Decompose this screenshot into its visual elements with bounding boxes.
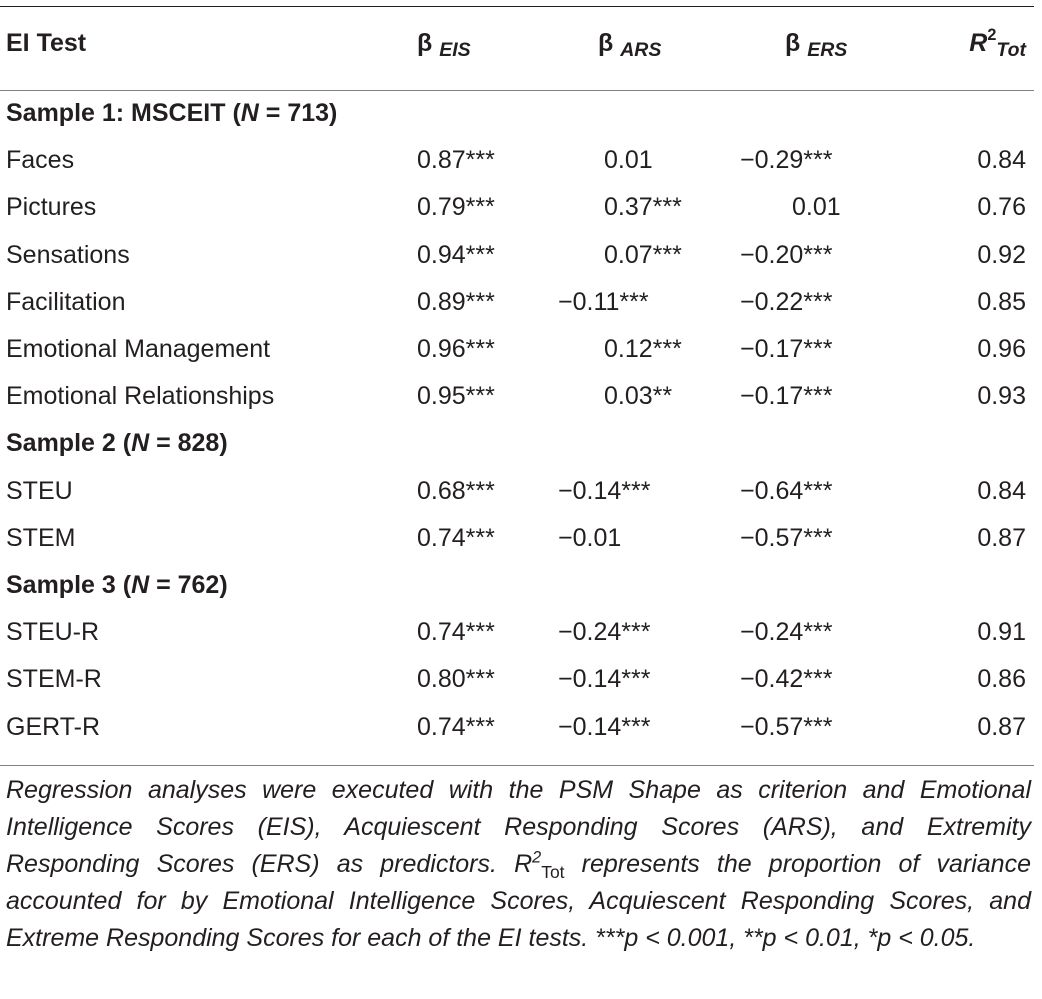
cell-beta-ers: −0.64***	[740, 476, 833, 505]
cell-r2-tot: 0.84	[977, 146, 1026, 175]
cell-beta-ers: −0.20***	[740, 240, 833, 269]
cell-beta-eis: 0.68***	[417, 476, 495, 505]
table-row	[0, 326, 1034, 373]
cell-r2-tot: 0.76	[977, 193, 1026, 222]
table-row	[0, 373, 1034, 420]
cell-beta-ers: −0.42***	[740, 665, 833, 694]
beta-symbol: β	[598, 29, 614, 57]
header-ei-test: EI Test	[6, 29, 87, 57]
cell-r2-tot: 0.92	[977, 240, 1026, 269]
cell-r2-tot: 0.96	[977, 335, 1026, 363]
r2-superscript: 2	[987, 26, 997, 44]
cell-ei-test: Emotional Management	[6, 335, 271, 363]
table-row	[0, 232, 1034, 279]
cell-r2-tot: 0.93	[977, 382, 1026, 411]
table-row	[0, 279, 1034, 326]
section-title-suffix: = 713)	[258, 99, 338, 127]
cell-ei-test: GERT-R	[6, 712, 100, 741]
section-title-prefix: Sample 3 (	[6, 571, 132, 599]
cell-beta-ars: 0.01	[604, 146, 653, 175]
beta-symbol: β	[417, 29, 433, 57]
cell-beta-ars: −0.24***	[558, 618, 651, 647]
table-row	[0, 704, 1034, 751]
section-title	[6, 90, 337, 137]
header-r2-tot	[969, 8, 1026, 81]
cell-beta-ars: −0.01	[558, 523, 622, 552]
cell-beta-eis: 0.87***	[417, 146, 495, 175]
cell-beta-ers: −0.17***	[740, 335, 833, 363]
cell-ei-test: Pictures	[6, 193, 97, 222]
table-row	[0, 656, 1034, 703]
cell-beta-eis: 0.89***	[417, 287, 495, 316]
cell-beta-eis: 0.74***	[417, 712, 495, 741]
table-footnote	[6, 772, 1031, 957]
cell-beta-eis: 0.74***	[417, 618, 495, 647]
cell-beta-ars: −0.14***	[558, 712, 651, 741]
section-title-suffix: = 762)	[149, 571, 228, 599]
cell-r2-tot: 0.87	[977, 523, 1026, 552]
beta-symbol: β	[785, 29, 801, 57]
cell-r2-tot: 0.85	[977, 287, 1026, 316]
cell-beta-eis: 0.94***	[417, 240, 495, 269]
table-row	[0, 468, 1034, 515]
cell-ei-test: STEU	[6, 476, 73, 505]
cell-beta-ers: −0.57***	[740, 523, 833, 552]
cell-beta-eis: 0.79***	[417, 193, 495, 222]
table-bottom-rule	[0, 765, 1034, 766]
table-row	[0, 515, 1034, 562]
section-title-row	[0, 90, 1034, 137]
footnote-r-superscript: 2	[532, 848, 542, 867]
table-top-rule	[0, 6, 1034, 7]
cell-beta-ers: −0.57***	[740, 712, 833, 741]
cell-beta-ars: 0.03**	[604, 382, 673, 411]
cell-beta-ars: −0.14***	[558, 665, 651, 694]
section-title-row	[0, 562, 1034, 609]
footnote-part1: Regression analyses were executed with the PSM Shape as criterion and Emotional Intelligence Scores (EIS), Acquiescent Responding Scores (ARS), and Extremity Responding Scores (ERS) as predictors.	[6, 776, 1031, 878]
cell-beta-ers: −0.17***	[740, 382, 833, 411]
cell-ei-test: Sensations	[6, 240, 130, 269]
eis-subscript: EIS	[439, 39, 471, 61]
cell-r2-tot: 0.91	[977, 618, 1026, 647]
cell-beta-eis: 0.74***	[417, 523, 495, 552]
table-row	[0, 184, 1034, 231]
section-title-prefix: Sample 2 (	[6, 429, 132, 458]
cell-beta-ers: −0.22***	[740, 287, 833, 316]
cell-r2-tot: 0.86	[977, 665, 1026, 694]
table-row	[0, 137, 1034, 184]
section-title-n: N	[131, 571, 150, 599]
footnote-part2: represents the proportion of variance accounted for by Emotional Intelligence Scores, Acquiescent Responding Scores, and Extreme Responding Scores for each of the EI tests. ***p < 0.001, **p < 0.01, *p < 0.05.	[6, 850, 1031, 952]
footnote-r-letter: R	[514, 850, 533, 878]
cell-ei-test: STEU-R	[6, 618, 100, 647]
section-title-n: N	[240, 99, 259, 127]
header-beta-eis	[417, 8, 471, 80]
cell-beta-ers: −0.24***	[740, 618, 833, 647]
header-beta-ars	[598, 8, 661, 80]
cell-beta-ers: 0.01	[792, 193, 841, 222]
table-header-row	[0, 8, 1034, 78]
ars-subscript: ARS	[620, 39, 662, 61]
cell-ei-test: Facilitation	[6, 287, 126, 316]
section-title-n: N	[131, 429, 150, 458]
cell-beta-ers: −0.29***	[740, 146, 833, 175]
cell-beta-eis: 0.80***	[417, 665, 495, 694]
cell-beta-eis: 0.96***	[417, 335, 495, 363]
footnote-r-subscript: Tot	[541, 862, 565, 882]
cell-ei-test: STEM	[6, 523, 76, 552]
cell-beta-ars: −0.11***	[558, 287, 649, 316]
cell-ei-test: Faces	[6, 146, 75, 175]
cell-beta-ars: −0.14***	[558, 476, 651, 505]
section-title	[6, 562, 228, 609]
cell-r2-tot: 0.87	[977, 712, 1026, 741]
section-title	[6, 420, 228, 467]
cell-ei-test: Emotional Relationships	[6, 382, 275, 411]
cell-beta-ars: 0.12***	[604, 335, 682, 363]
cell-r2-tot: 0.84	[977, 476, 1026, 505]
cell-ei-test: STEM-R	[6, 665, 102, 694]
r2-subscript: Tot	[996, 39, 1026, 61]
cell-beta-eis: 0.95***	[417, 382, 495, 411]
header-beta-ers	[785, 8, 847, 80]
cell-beta-ars: 0.07***	[604, 240, 682, 269]
r2-letter: R	[969, 29, 988, 57]
section-title-prefix: Sample 1: MSCEIT (	[6, 99, 241, 127]
cell-beta-ars: 0.37***	[604, 193, 682, 222]
ers-subscript: ERS	[807, 39, 848, 61]
table-row	[0, 609, 1034, 656]
section-title-suffix: = 828)	[149, 429, 228, 458]
section-title-row	[0, 420, 1034, 467]
